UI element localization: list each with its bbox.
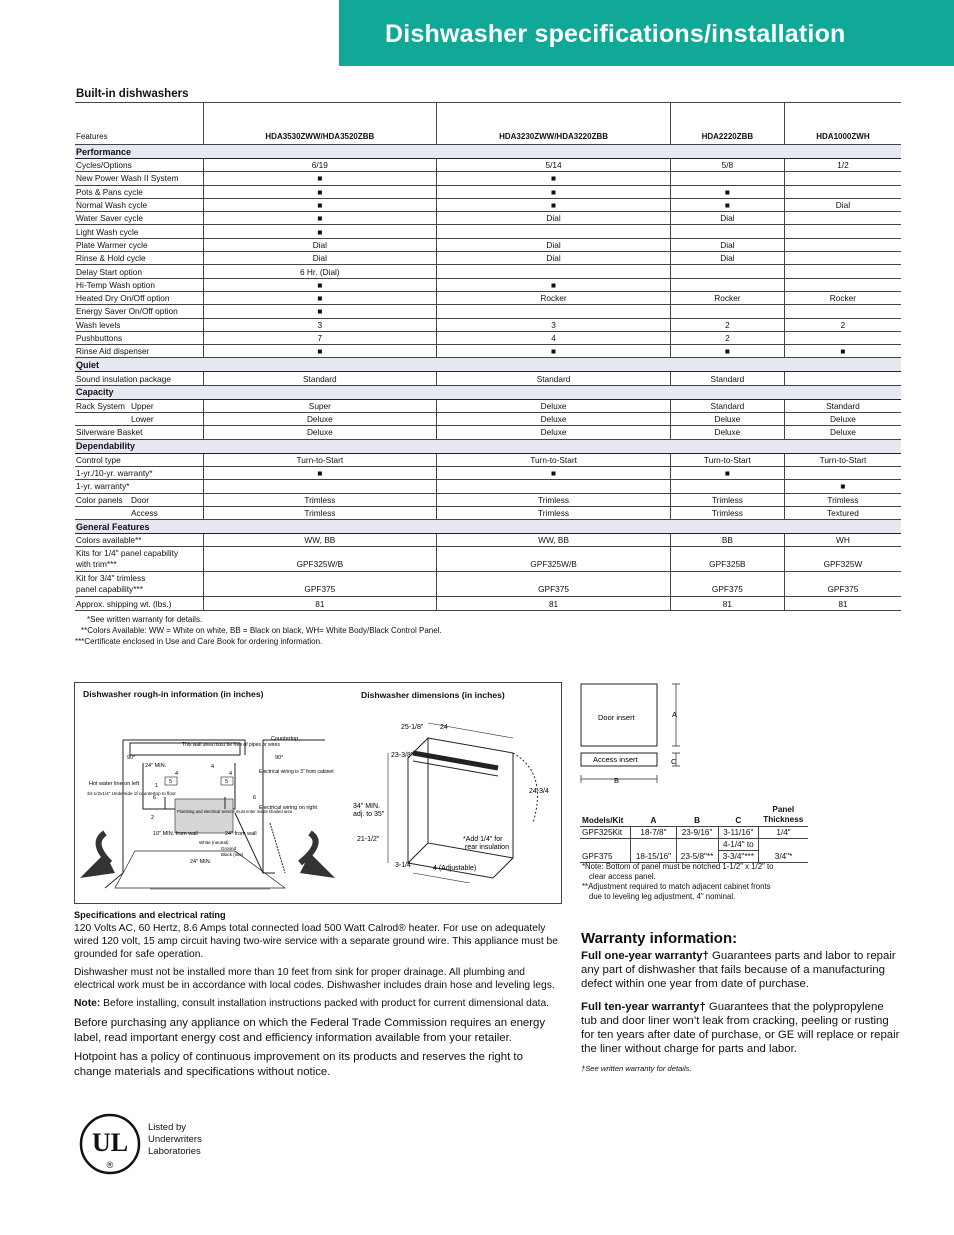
cell-value: [784, 331, 901, 344]
col-c: C: [718, 804, 759, 827]
section-header: Performance: [75, 145, 901, 159]
rough-in-diagram: [75, 713, 345, 903]
cell-value: Deluxe: [670, 413, 784, 426]
warranty-ten-year: Full ten-year warranty† Guarantees that the polypropylene tub and door liner won’t leak from cracking, peeling or rusting for ten years after date of purchase, or GE will replace or repair the liner without charge for parts and labor.: [581, 1000, 900, 1056]
dim-depth: 23-3/8": [391, 752, 414, 759]
cell-value: 2: [670, 318, 784, 331]
cell-value: Dial: [670, 212, 784, 225]
elec-right-label: Electrical wiring on right: [259, 805, 318, 811]
min-24-bottom-label: 24" MIN.: [190, 859, 212, 865]
cell-value: 81: [437, 597, 671, 610]
elec-top-label: Electrical wiring is 3" from cabinet: [259, 769, 334, 775]
cell-value: ■: [437, 345, 671, 358]
section-header: Capacity: [75, 385, 901, 399]
cell-value: Dial: [203, 238, 437, 251]
cell-value: ■: [437, 172, 671, 185]
table-row: GPF325Kit 18-7/8" 23-9/16" 3-11/16" 1/4": [580, 827, 808, 839]
cell-value: Trimless: [203, 493, 437, 506]
cell-value: Dial: [784, 198, 901, 211]
cell-value: [437, 480, 671, 493]
cell-value: [437, 225, 671, 238]
specs-paragraph-2: Dishwasher must not be installed more than 10 feet from sink for proper drainage. All plumbing and electrical work must be in accordance with local codes. Dishwasher includes drain hose and leveling legs.: [74, 967, 555, 991]
row-label: [75, 506, 131, 519]
table-row: [75, 547, 901, 572]
cell-value: ■: [203, 172, 437, 185]
col-b: B: [676, 804, 718, 827]
spec-table: [75, 102, 901, 611]
table-row: [75, 372, 901, 385]
countertop-label: Countertop: [271, 736, 299, 742]
ul-text: Listed by Underwriters Laboratories: [148, 1122, 202, 1157]
ul-reg-mark: ®: [106, 1160, 114, 1170]
cell-value: Standard: [784, 399, 901, 412]
cell-value: [670, 278, 784, 291]
cell-value: GPF325B: [670, 547, 784, 572]
table-row: [75, 225, 901, 238]
warranty-one-year: Full one-year warranty† Guarantees parts and labor to repair any part of dishwasher that fails because of a manufacturing defect within one year from date of purchase.: [581, 950, 896, 991]
rough-in-title: Dishwasher rough-in information (in inches): [83, 689, 264, 699]
row-label: Sound insulation package: [75, 372, 203, 385]
cell-value: Turn-to-Start: [437, 453, 671, 466]
row-label: Colors available**: [75, 534, 203, 547]
specs-paragraph-1: 120 Volts AC, 60 Hertz, 8.6 Amps total connected load 500 Watt Calrod® heater. For use on adequately wired 120 volt, 15 amp circuit having two-wire service with a separate ground wire. This appliance must be grounded for safe operation.: [74, 923, 558, 960]
dim-21: 21-1/2": [357, 836, 380, 843]
door-insert-label: Door insert: [598, 713, 635, 722]
section-header: General Features: [75, 520, 901, 534]
access-insert-label: Access insert: [593, 755, 638, 764]
cell-value: Super: [203, 399, 437, 412]
ground-label: Ground: [221, 846, 237, 851]
cell-value: 2: [670, 331, 784, 344]
cell-value: 7: [203, 331, 437, 344]
cell-value: GPF375: [203, 572, 437, 597]
cell-value: Deluxe: [670, 426, 784, 439]
warranty-title: Warranty information:: [581, 930, 738, 947]
footnote: ***Certificate enclosed in Use and Care Book for ordering information.: [75, 637, 323, 646]
table-row: [75, 506, 901, 519]
table-row: [75, 345, 901, 358]
cell-value: [203, 480, 437, 493]
table-row: [75, 265, 901, 278]
cell-value: 5/14: [437, 159, 671, 172]
specs-heading: Specifications and electrical rating: [74, 910, 226, 920]
row-label: Heated Dry On/Off option: [75, 291, 203, 304]
cell-value: Textured: [784, 506, 901, 519]
dim-width-24: 24: [440, 724, 448, 731]
table-row: [75, 172, 901, 185]
cell-value: ■: [670, 466, 784, 479]
table-row: [75, 212, 901, 225]
cell-value: 5/8: [670, 159, 784, 172]
cell-value: WW, BB: [203, 534, 437, 547]
footnote: *See written warranty for details.: [87, 615, 203, 624]
cell-value: ■: [203, 466, 437, 479]
table-row: [75, 291, 901, 304]
row-sublabel: Lower: [131, 413, 203, 426]
cell-value: 81: [203, 597, 437, 610]
cell-value: 2: [784, 318, 901, 331]
dim-6b: 6: [253, 795, 257, 801]
cell-value: Deluxe: [784, 413, 901, 426]
model-header: HDA2220ZBB: [670, 103, 784, 145]
row-label: Plate Warmer cycle: [75, 238, 203, 251]
row-label: Normal Wash cycle: [75, 198, 203, 211]
dim-c-label: C: [671, 757, 677, 766]
cell-value: ■: [784, 345, 901, 358]
cell-value: ■: [203, 305, 437, 318]
footnote: **Colors Available: WW = White on white, BB = Black on black, WH= White Body/Black Control Panel.: [81, 626, 442, 635]
cell-value: [437, 305, 671, 318]
table-row: [75, 426, 901, 439]
cell-value: Dial: [670, 252, 784, 265]
table-row: [75, 572, 901, 597]
row-label: 1-yr./10-yr. warranty*: [75, 466, 203, 479]
row-sublabel: Door: [131, 493, 203, 506]
dim-5b: 5: [225, 779, 229, 785]
row-label: 1-yr. warranty*: [75, 480, 203, 493]
section-title: Built-in dishwashers: [76, 88, 189, 100]
table-row: [75, 466, 901, 479]
dim-1: 1: [155, 783, 159, 789]
cell-value: [784, 252, 901, 265]
col-models: Models/Kit: [580, 804, 631, 827]
dim-adj: adj. to 35": [353, 811, 385, 818]
cell-value: Trimless: [437, 506, 671, 519]
table-row: [75, 597, 901, 610]
row-label: Light Wash cycle: [75, 225, 203, 238]
dimensions-title: Dishwasher dimensions (in inches): [361, 690, 505, 700]
table-row: [75, 305, 901, 318]
col-thickness: Panel Thickness: [759, 804, 808, 827]
cell-value: Dial: [203, 252, 437, 265]
row-label: Rinse & Hold cycle: [75, 252, 203, 265]
cell-value: Trimless: [670, 506, 784, 519]
cell-value: 6/19: [203, 159, 437, 172]
table-row: [75, 318, 901, 331]
page-title: Dishwasher specifications/installation: [385, 20, 846, 48]
cell-value: Deluxe: [437, 413, 671, 426]
cell-value: [784, 305, 901, 318]
cell-value: ■: [670, 185, 784, 198]
cell-value: WH: [784, 534, 901, 547]
cell-value: [437, 265, 671, 278]
cell-value: Rocker: [437, 291, 671, 304]
diagram-box: [74, 682, 562, 904]
cell-value: Dial: [437, 212, 671, 225]
table-row: [75, 198, 901, 211]
table-row: GPF375 18-15/16" 23-5/8"** 3-3/4"*** 3/4"*: [580, 851, 808, 863]
cell-value: GPF375: [670, 572, 784, 597]
cell-value: ■: [784, 480, 901, 493]
cell-value: Turn-to-Start: [784, 453, 901, 466]
page-title-banner: [339, 0, 954, 66]
angle-90-right: 90°: [275, 755, 284, 761]
cell-value: [784, 372, 901, 385]
cell-value: [670, 480, 784, 493]
cell-value: Dial: [670, 238, 784, 251]
row-label: Control type: [75, 453, 203, 466]
model-header: HDA3230ZWW/HDA3220ZBB: [437, 103, 671, 145]
plumbing-label: Plumbing and electrical service must enter inside shaded area: [177, 809, 293, 814]
row-label: Silverware Basket: [75, 426, 203, 439]
dim-5a: 5: [169, 779, 173, 785]
table-row: [75, 278, 901, 291]
row-sublabel: Access: [131, 506, 203, 519]
cell-value: Trimless: [670, 493, 784, 506]
cell-value: ■: [437, 185, 671, 198]
cell-value: Dial: [437, 252, 671, 265]
cell-value: Standard: [203, 372, 437, 385]
dim-adjustable: 4 (Adjustable): [433, 865, 477, 872]
cell-value: ■: [203, 212, 437, 225]
cell-value: WW, BB: [437, 534, 671, 547]
table-row: [75, 331, 901, 344]
specs-note: Note: Before installing, consult installation instructions packed with product for current dimensional data.: [74, 998, 550, 1009]
dimensions-diagram: [353, 713, 563, 883]
dim-2: 2: [151, 815, 155, 821]
row-label: Kits for 1/4" panel capability with trim***: [75, 547, 203, 572]
dim-4c: 4: [229, 771, 233, 777]
cell-value: Turn-to-Start: [670, 453, 784, 466]
dim-4a: 4: [175, 771, 179, 777]
cell-value: Turn-to-Start: [203, 453, 437, 466]
row-label: Pushbuttons: [75, 331, 203, 344]
cell-value: ■: [437, 198, 671, 211]
table-row: [75, 238, 901, 251]
row-label: Energy Saver On/Off option: [75, 305, 203, 318]
cell-value: Rocker: [670, 291, 784, 304]
row-sublabel: Upper: [131, 399, 203, 412]
cell-value: [784, 238, 901, 251]
cell-value: [670, 265, 784, 278]
dim-foot: 3-1/4: [395, 862, 411, 869]
cell-value: GPF325W/B: [203, 547, 437, 572]
table-row: [75, 453, 901, 466]
cell-value: 4: [437, 331, 671, 344]
table-row: [75, 480, 901, 493]
row-label: Cycles/Options: [75, 159, 203, 172]
row-label: Color panels: [75, 493, 131, 506]
cell-value: ■: [203, 185, 437, 198]
cell-value: Dial: [437, 238, 671, 251]
row-label: Approx. shipping wt. (lbs.): [75, 597, 203, 610]
cell-value: [784, 265, 901, 278]
cell-value: [784, 212, 901, 225]
cell-value: Standard: [670, 372, 784, 385]
cell-value: [784, 172, 901, 185]
cell-value: Trimless: [437, 493, 671, 506]
cell-value: 3: [203, 318, 437, 331]
cell-value: ■: [203, 291, 437, 304]
features-header: Features: [75, 103, 203, 145]
table-row: [75, 534, 901, 547]
panel-table: [580, 804, 808, 863]
row-label: Rinse Aid dispenser: [75, 345, 203, 358]
cell-value: ■: [203, 198, 437, 211]
cell-value: 81: [670, 597, 784, 610]
cell-value: [670, 172, 784, 185]
cell-value: 1/2: [784, 159, 901, 172]
warranty-section: [581, 930, 901, 1073]
cell-value: ■: [203, 225, 437, 238]
cell-value: Deluxe: [784, 426, 901, 439]
cell-value: 81: [784, 597, 901, 610]
panel-notes: *Note: Bottom of panel must be notched 1-1/2" x 1/2" to clear access panel. **Adjustment required to match adjacent cabinet fronts due to leveling leg adjustment, 4" nominal.: [582, 862, 774, 901]
cell-value: GPF375: [784, 572, 901, 597]
cell-value: ■: [437, 466, 671, 479]
cell-value: ■: [203, 345, 437, 358]
dim-4b: 4: [211, 764, 215, 770]
dim-width: 25-1/8": [401, 724, 424, 731]
underside-label: 34-1/2x1/4" Underside of countertop to floor: [87, 791, 176, 796]
black-label: Black (line): [221, 852, 244, 857]
section-header: Dependability: [75, 439, 901, 453]
table-row: [75, 185, 901, 198]
cell-value: [670, 225, 784, 238]
row-label: Water Saver cycle: [75, 212, 203, 225]
ul-logo: [79, 1113, 141, 1175]
table-row: 4-1/4" to: [580, 839, 808, 851]
cell-value: Deluxe: [203, 426, 437, 439]
cell-value: Standard: [437, 372, 671, 385]
table-row: [75, 413, 901, 426]
cell-value: [784, 185, 901, 198]
cell-value: Rocker: [784, 291, 901, 304]
ul-logo-text: UL: [91, 1128, 129, 1157]
from-wall-24-label: 24" from wall: [225, 831, 257, 837]
wall-note-text: This wall area must be free of pipes or wires: [182, 742, 280, 748]
cell-value: [784, 278, 901, 291]
model-header: HDA3530ZWW/HDA3520ZBB: [203, 103, 437, 145]
cell-value: ■: [437, 278, 671, 291]
angle-90-left: 90°: [127, 755, 136, 761]
cell-value: [784, 225, 901, 238]
cell-value: Standard: [670, 399, 784, 412]
add-insulation: *Add 1/4" for: [463, 836, 503, 843]
cell-value: GPF325W: [784, 547, 901, 572]
row-label: Wash levels: [75, 318, 203, 331]
dim-b-label: B: [614, 776, 620, 785]
row-label: Hi-Temp Wash option: [75, 278, 203, 291]
cell-value: Trimless: [203, 506, 437, 519]
cell-value: Deluxe: [203, 413, 437, 426]
cell-value: Deluxe: [437, 399, 671, 412]
cell-value: ■: [670, 345, 784, 358]
cell-value: 6 Hr. (Dial): [203, 265, 437, 278]
specs-paragraph-3: Before purchasing any appliance on which the Federal Trade Commission requires an energy label, read important energy cost and efficiency information available from your retailer.: [74, 1017, 546, 1044]
cell-value: GPF325W/B: [437, 547, 671, 572]
hot-water-label: Hot water line on left: [89, 781, 140, 787]
cell-value: BB: [670, 534, 784, 547]
row-label: Kit for 3/4" trimless panel capability***: [75, 572, 203, 597]
min10-label: 10" MIN. from wall: [153, 831, 198, 837]
dim-a-label: A: [672, 710, 678, 719]
section-header: Quiet: [75, 358, 901, 372]
panel-diagram: [580, 683, 690, 793]
add-insulation-2: rear insulation: [465, 844, 509, 851]
table-row: [75, 399, 901, 412]
cell-value: 3: [437, 318, 671, 331]
cell-value: ■: [203, 278, 437, 291]
warranty-note: †See written warranty for details.: [581, 1064, 692, 1074]
table-row: [75, 252, 901, 265]
cell-value: ■: [670, 198, 784, 211]
cell-value: Deluxe: [437, 426, 671, 439]
dim-min: 34" MIN.: [353, 803, 380, 810]
dim-height: 24-3/4: [529, 788, 549, 795]
cell-value: [670, 305, 784, 318]
footnotes: [75, 614, 442, 647]
cell-value: Trimless: [784, 493, 901, 506]
white-label: White (neutral): [199, 840, 229, 845]
table-header-row: [75, 103, 901, 145]
specs-paragraph-4: Hotpoint has a policy of continuous improvement on its products and reserves the right to change materials and specifications without notice.: [74, 1051, 523, 1078]
cell-value: [784, 466, 901, 479]
table-row: [75, 493, 901, 506]
row-label: Rack System: [75, 399, 131, 412]
row-label: New Power Wash II System: [75, 172, 203, 185]
table-row: [75, 159, 901, 172]
dim-6a: 6: [153, 795, 157, 801]
model-header: HDA1000ZWH: [784, 103, 901, 145]
row-label: Delay Start option: [75, 265, 203, 278]
col-a: A: [631, 804, 676, 827]
cell-value: GPF375: [437, 572, 671, 597]
row-label: [75, 413, 131, 426]
row-label: Pots & Pans cycle: [75, 185, 203, 198]
min-24-label: 24" MIN.: [145, 763, 167, 769]
